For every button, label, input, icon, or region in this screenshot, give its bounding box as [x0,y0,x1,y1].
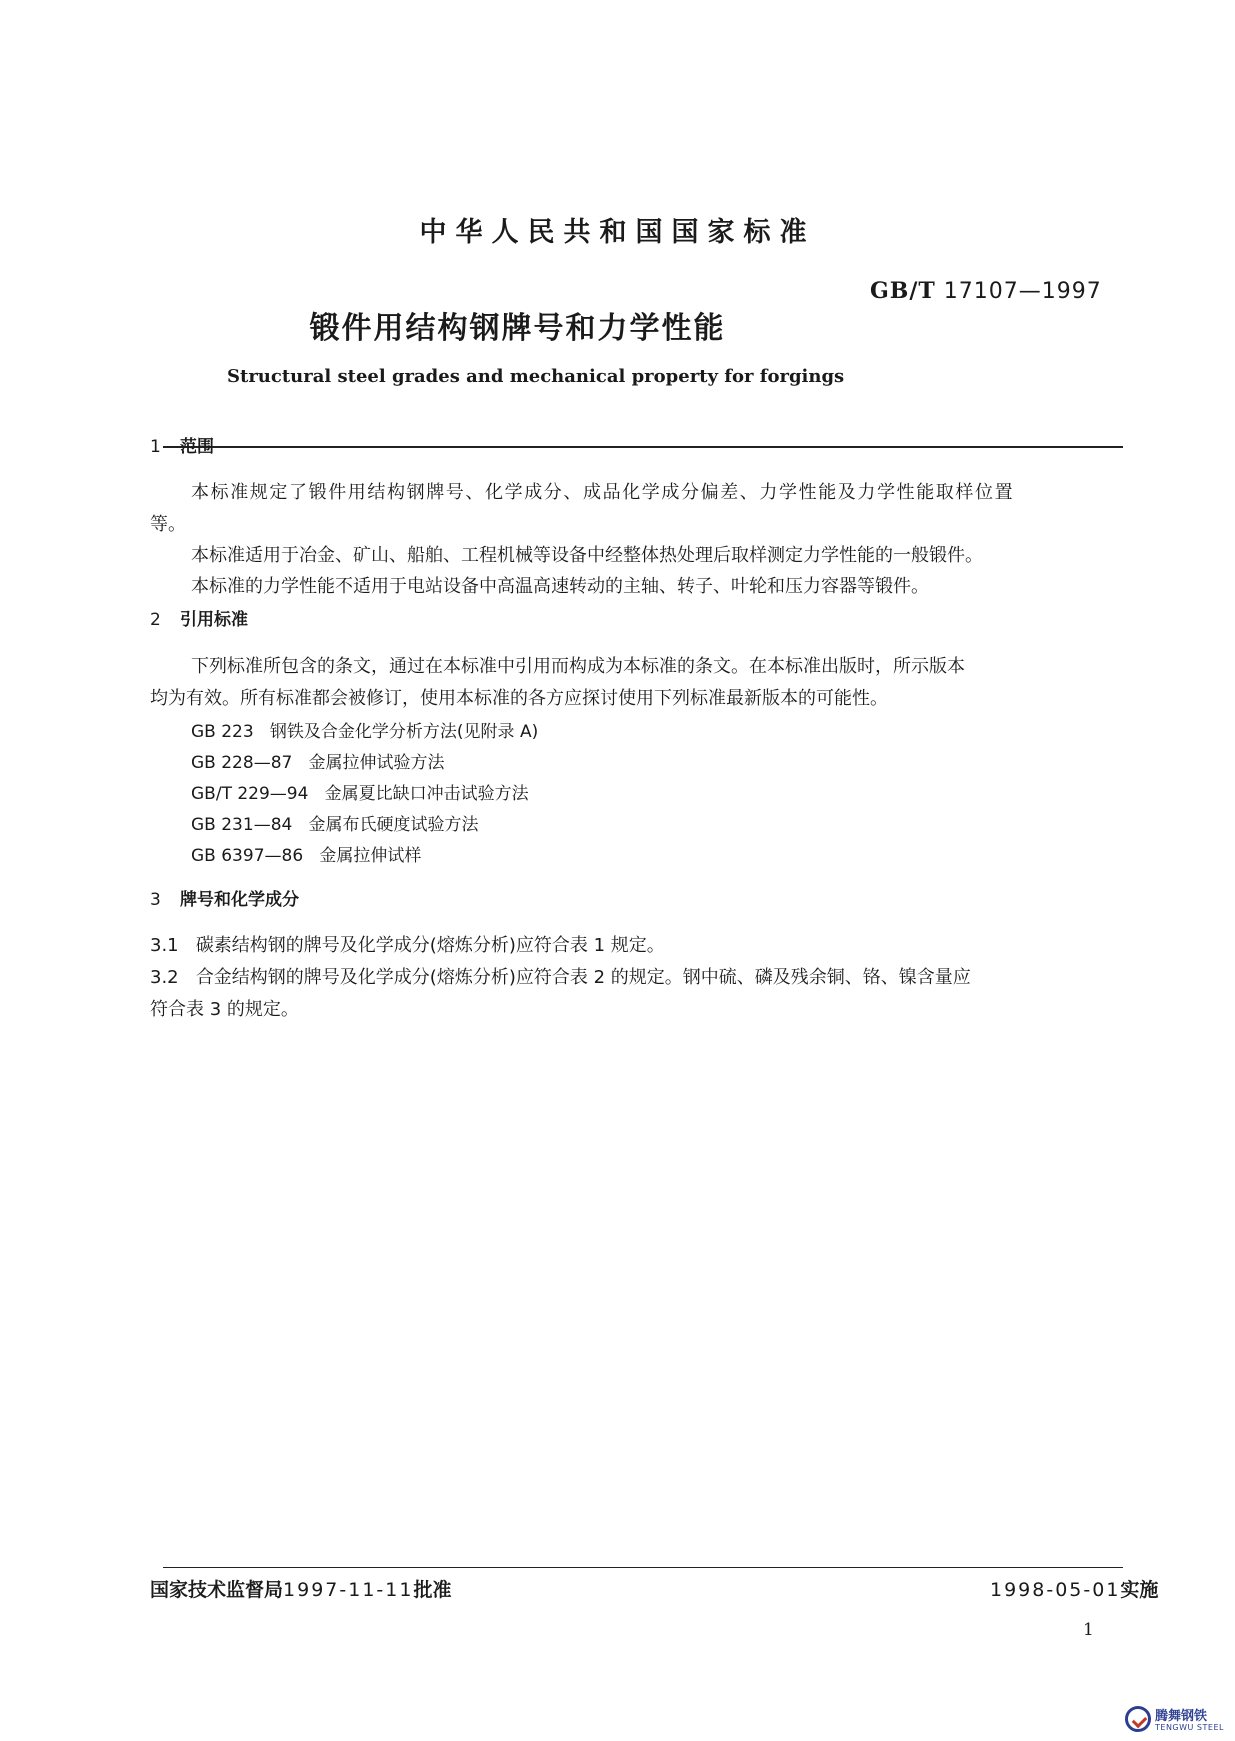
section-title: 牌号和化学成分 [180,890,299,910]
implementation-label: 实施 [1120,1579,1159,1601]
section-3-heading [150,885,299,910]
approval-label: 批准 [413,1579,452,1601]
section-1-heading [150,432,214,457]
clause-3-2-line-1 [150,962,971,994]
national-standard-heading: 中华人民共和国国家标准 [419,217,816,248]
header-divider [163,446,1123,448]
section-1-paragraph-2: 本标准适用于冶金、矿山、船舶、工程机械等设备中经整体热处理后取样测定力学性能的一般锻件。 [191,545,983,566]
page-number: 1 [1083,1620,1094,1640]
section-1-paragraph-1-line-1: 本标准规定了锻件用结构钢牌号、化学成分、成品化学成分偏差、力学性能及力学性能取样位置 [191,482,1015,503]
reference-name: 金属拉伸试验方法 [308,753,445,773]
clause-text: 碳素结构钢的牌号及化学成分(熔炼分析)应符合表 1 规定。 [195,935,665,956]
section-2-paragraph-line-1: 下列标准所包含的条文，通过在本标准中引用而构成为本标准的条文。在本标准出版时，所示版本 [191,656,965,677]
section-2-heading [150,605,248,630]
section-number: 1 [150,437,161,457]
reference-code: GB 223 [191,722,254,742]
reference-item [191,779,529,804]
clause-3-1 [150,930,665,962]
clause-3-2-line-2: 符合表 3 的规定。 [150,999,299,1020]
implementation-line [990,1575,1159,1602]
standard-code [870,278,1102,304]
reference-item [191,717,538,742]
implementation-date: 1998-05-01 [990,1579,1121,1601]
clause-text: 合金结构钢的牌号及化学成分(熔炼分析)应符合表 2 的规定。钢中硫、磷及残余铜、铬、镍含量应 [195,967,971,988]
reference-code: GB 228—87 [191,753,293,773]
section-1-paragraph-3: 本标准的力学性能不适用于电站设备中高温高速转动的主轴、转子、叶轮和压力容器等锻件。 [191,576,929,597]
logo-subtitle: TENGWU STEEL [1155,1723,1224,1732]
reference-item [191,841,421,866]
reference-name: 金属夏比缺口冲击试验方法 [324,784,529,804]
tengwu-logo-icon [1125,1706,1151,1732]
approval-date: 1997-11-11 [283,1579,414,1601]
reference-name: 金属拉伸试样 [319,846,422,866]
logo-name: 腾舞钢铁 [1155,1709,1208,1724]
document-title-english: Structural steel grades and mechanical property for forgings [227,366,845,387]
reference-item [191,748,445,773]
clause-number: 3.1 [150,935,179,956]
section-2-paragraph-line-2: 均为有效。所有标准都会被修订，使用本标准的各方应探讨使用下列标准最新版本的可能性。 [150,688,888,709]
approval-line [150,1575,451,1602]
footer-divider [163,1567,1123,1568]
section-title: 范围 [180,437,214,457]
standard-code-prefix: GB/T [870,278,936,304]
issuer: 国家技术监督局 [150,1579,284,1601]
reference-code: GB/T 229—94 [191,784,309,804]
reference-name: 钢铁及合金化学分析方法(见附录 A) [269,722,539,742]
reference-code: GB 231—84 [191,815,293,835]
section-number: 3 [150,890,161,910]
document-title: 锻件用结构钢牌号和力学性能 [309,311,726,346]
reference-item [191,810,479,835]
clause-number: 3.2 [150,967,179,988]
section-number: 2 [150,610,161,630]
reference-name: 金属布氏硬度试验方法 [308,815,479,835]
standard-code-number: 17107—1997 [943,279,1102,304]
tengwu-logo [1125,1702,1235,1738]
section-1-paragraph-1-line-2: 等。 [150,514,186,535]
reference-code: GB 6397—86 [191,846,304,866]
section-title: 引用标准 [180,610,248,630]
